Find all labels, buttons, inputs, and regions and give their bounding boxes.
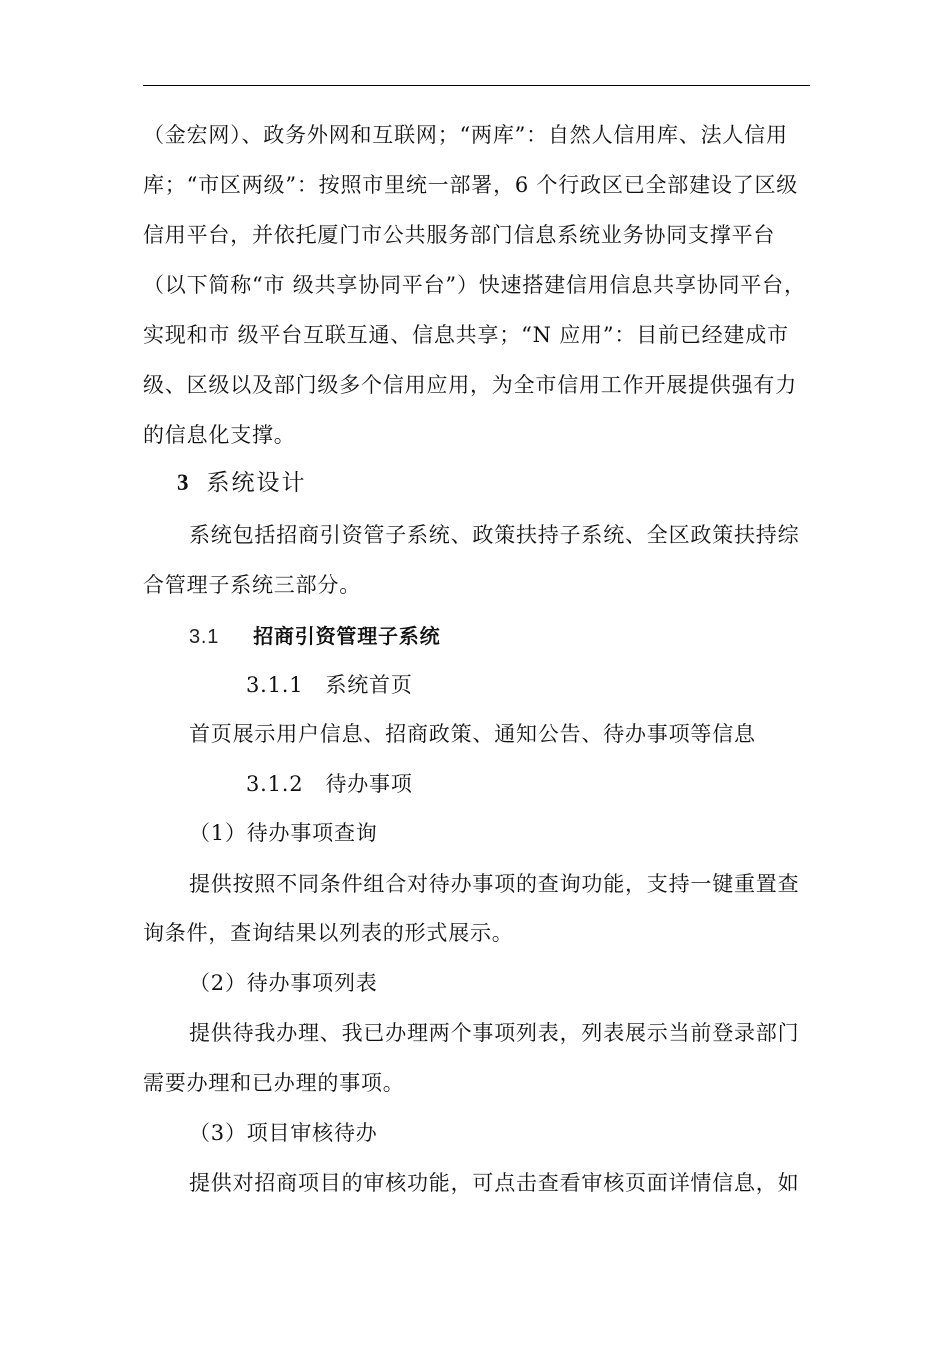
item-2-line: 需要办理和已办理的事项。 (143, 1071, 405, 1095)
item-2-title: （2）待办事项列表 (189, 971, 378, 995)
section-3-number: 3 (177, 470, 191, 495)
item-2-line: 提供待我办理、我已办理两个事项列表，列表展示当前登录部门 (189, 1021, 800, 1045)
section-3-1-1-heading (246, 670, 413, 700)
section-3-1-2-number: 3.1.2 (246, 772, 304, 796)
section-3-line: 合管理子系统三部分。 (143, 573, 361, 597)
section-3-1-2-heading (246, 769, 413, 799)
section-3-heading (177, 468, 307, 498)
header-rule (143, 85, 810, 86)
intro-line: 级、区级以及部门级多个信用应用，为全市信用工作开展提供强有力 (143, 373, 797, 397)
section-3-1-title: 招商引资管理子系统 (253, 626, 441, 648)
item-3-line: 提供对招商项目的审核功能，可点击查看审核页面详情信息，如 (189, 1171, 800, 1195)
item-3-title: （3）项目审核待办 (189, 1121, 378, 1145)
intro-line: 实现和市 级平台互联互通、信息共享；“N 应用”：目前已经建成市 (143, 323, 789, 347)
intro-line: 信用平台，并依托厦门市公共服务部门信息系统业务协同支撑平台 (143, 223, 776, 247)
item-1-line: 询条件，查询结果以列表的形式展示。 (143, 921, 514, 945)
section-3-title: 系统设计 (206, 470, 307, 495)
intro-line: 的信息化支撑。 (143, 423, 296, 447)
item-1-line: 提供按照不同条件组合对待办事项的查询功能，支持一键重置查 (189, 872, 800, 896)
section-3-1-heading (189, 622, 440, 652)
intro-line: 库；“市区两级”：按照市里统一部署，6 个行政区已全部建设了区级 (143, 173, 799, 197)
intro-line: （以下简称“市 级共享协同平台”）快速搭建信用信息共享协同平台， (143, 273, 806, 297)
intro-line: （金宏网）、政务外网和互联网；“两库”：自然人信用库、法人信用 (143, 123, 788, 147)
section-3-1-1-title: 系统首页 (325, 673, 413, 697)
section-3-1-1-text: 首页展示用户信息、招商政策、通知公告、待办事项等信息 (189, 722, 756, 746)
item-1-title: （1）待办事项查询 (189, 821, 378, 845)
section-3-line: 系统包括招商引资管子系统、政策扶持子系统、全区政策扶持综 (189, 523, 800, 547)
section-3-1-number: 3.1 (189, 626, 220, 648)
section-3-1-2-title: 待办事项 (325, 772, 413, 796)
section-3-1-1-number: 3.1.1 (246, 673, 304, 697)
